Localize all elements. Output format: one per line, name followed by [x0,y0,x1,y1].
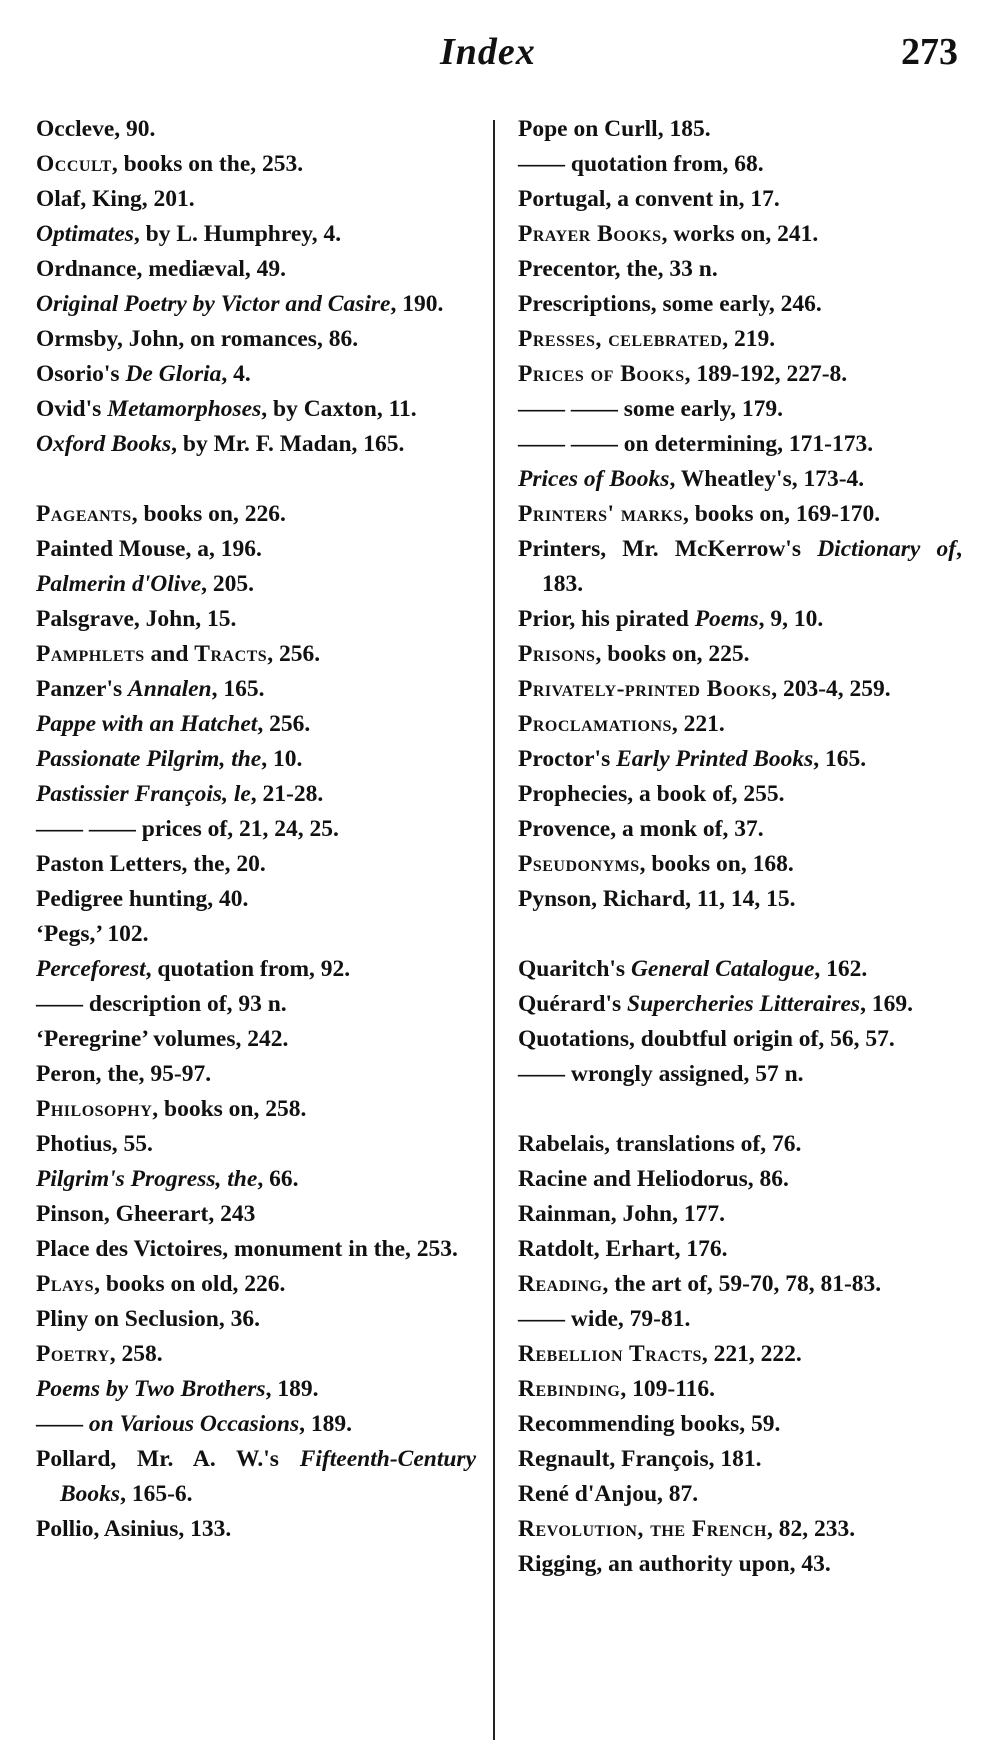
index-entry [36,742,476,777]
entry-text: Provence, a monk of, 37. [518,816,764,842]
page-number: 273 [901,31,958,73]
index-entry [518,1267,962,1302]
entry-text: Place des Victoires, monument in the, 253. [36,1236,458,1262]
entry-text: , by Caxton, 11. [261,396,417,422]
entry-text: Philosophy [36,1096,153,1122]
entry-text: Pseudonyms [518,851,640,877]
index-entry [36,1232,476,1267]
entry-text: , 258. [109,1341,163,1367]
entry-text: —— wide, 79-81. [518,1306,691,1332]
index-entry [36,1407,476,1442]
entry-text: , books on the, 253. [111,151,304,177]
entry-text: Fifteenth-Century Books [60,1446,476,1507]
entry-text: and [144,641,195,667]
index-entry [36,672,476,707]
entry-text: Annalen [128,676,212,702]
entry-text: , 109-116. [620,1376,716,1402]
entry-text: Occleve, 90. [36,116,156,142]
index-entry [518,217,962,252]
entry-text: , 21-28. [250,781,324,807]
section-gap [518,917,962,952]
entry-text: Quaritch's [518,956,631,982]
entry-text: , books on, 169-170. [682,501,881,527]
index-entry [518,847,962,882]
entry-text: , quotation from, 92. [145,956,351,982]
index-entry [518,602,962,637]
entry-text: Palsgrave, John, 15. [36,606,237,632]
entry-text: Pilgrim's Progress, the [36,1166,258,1192]
entry-text: Precentor, the, 33 n. [518,256,718,282]
entry-text: Ratdolt, Erhart, 176. [518,1236,728,1262]
index-entry [36,112,476,147]
index-entry [36,987,476,1022]
entry-text: Recommending books, 59. [518,1411,781,1437]
entry-text: Prayer Books [518,221,662,247]
index-entry [36,1512,476,1547]
entry-text: Optimates [36,221,134,247]
entry-text: René d'Anjou, 87. [518,1481,699,1507]
entry-text: , works on, 241. [661,221,819,247]
entry-text: —— —— some early, 179. [518,396,783,422]
entry-text: Privately-printed Books [518,676,772,702]
entry-text: Rigging, an authority upon, 43. [518,1551,831,1577]
entry-text: Tracts [194,641,268,667]
index-entry [518,392,962,427]
index-entry [518,637,962,672]
entry-text: Pastissier François, le [36,781,251,807]
index-entry [36,812,476,847]
index-entry [36,847,476,882]
entry-text: Prophecies, a book of, 255. [518,781,785,807]
entry-text: Supercheries Litteraires [627,991,861,1017]
index-entry [36,1092,476,1127]
index-entry [36,777,476,812]
entry-text: Poems [694,606,759,632]
entry-text: —— [36,1411,89,1437]
index-entry [518,357,962,392]
index-entry [518,952,962,987]
entry-text: Proclamations [518,711,672,737]
index-entry [36,637,476,672]
entry-text: ‘Pegs,’ 102. [36,921,149,947]
entry-text: , 9, 10. [758,606,824,632]
entry-text: Panzer's [36,676,129,702]
entry-text: , 82, 233. [767,1516,856,1542]
index-entry [518,882,962,917]
index-entry [36,567,476,602]
index-entry [518,1232,962,1267]
entry-text: , books on, 225. [595,641,750,667]
entry-text: Prescriptions, some early, 246. [518,291,822,317]
entry-text: Prices of Books [518,361,685,387]
index-entry [518,462,962,497]
index-entry [518,1127,962,1162]
index-entry [518,1407,962,1442]
entry-text: , 66. [257,1166,299,1192]
index-entry [518,427,962,462]
index-entry [36,427,476,462]
index-entry [518,1302,962,1337]
index-entry [36,1197,476,1232]
entry-text: Pinson, Gheerart, 243 [36,1201,256,1227]
entry-text: Pope on Curll, 185. [518,116,711,142]
entry-text: Original Poetry by Victor and Casire [36,291,391,317]
entry-text: , Wheatley's, 173-4. [669,466,865,492]
entry-text: Quérard's [518,991,628,1017]
entry-text: Plays [36,1271,95,1297]
entry-text: ‘Peregrine’ volumes, 242. [36,1026,289,1052]
entry-text: , 221, 222. [701,1341,802,1367]
index-entry [518,672,962,707]
index-entry [36,917,476,952]
entry-text: , 169. [860,991,913,1017]
index-entry [36,707,476,742]
entry-text: Prior, his pirated [518,606,695,632]
entry-text: Ovid's [36,396,108,422]
entry-text: Prices of Books [518,466,670,492]
entry-text: , by Mr. F. Madan, 165. [171,431,405,457]
index-entry [518,742,962,777]
index-entry [518,812,962,847]
entry-text: Pliny on Seclusion, 36. [36,1306,260,1332]
index-entry [36,532,476,567]
entry-text: , 219. [722,326,776,352]
index-entry [518,1057,962,1092]
entry-text: Occult [36,151,112,177]
index-entry [36,147,476,182]
index-entry [518,1547,962,1582]
entry-text: Poems by Two Brothers [36,1376,266,1402]
index-entry [36,602,476,637]
entry-text: Pedigree hunting, 40. [36,886,249,912]
index-entry [36,357,476,392]
entry-text: , 183. [542,536,962,597]
entry-text: —— wrongly assigned, 57 n. [518,1061,804,1087]
entry-text: Rebellion Tracts [518,1341,702,1367]
index-entry [36,1372,476,1407]
entry-text: Rainman, John, 177. [518,1201,725,1227]
entry-text: Rabelais, translations of, 76. [518,1131,802,1157]
index-entry [518,707,962,742]
index-entry [36,1302,476,1337]
entry-text: on Various Occasions [88,1411,300,1437]
entry-text: Prisons [518,641,596,667]
index-entry [518,1337,962,1372]
entry-text: , books on old, 226. [94,1271,286,1297]
index-entry [518,1162,962,1197]
entry-text: Perceforest [36,956,146,982]
entry-text: —— —— prices of, 21, 24, 25. [36,816,339,842]
entry-text: —— description of, 93 n. [36,991,287,1017]
entry-text: , 221. [671,711,725,737]
entry-text: Regnault, François, 181. [518,1446,762,1472]
index-entry [518,252,962,287]
entry-text: , 190. [390,291,444,317]
entry-text: Ormsby, John, on romances, 86. [36,326,359,352]
index-entry [36,1162,476,1197]
index-entry [36,1127,476,1162]
entry-text: Ordnance, mediæval, 49. [36,256,287,282]
entry-text: Palmerin d'Olive [36,571,202,597]
entry-text: Printers, Mr. McKerrow's [518,536,818,562]
entry-text: , 10. [261,746,303,772]
entry-text: Racine and Heliodorus, 86. [518,1166,789,1192]
index-entry [518,1022,962,1057]
section-gap [36,462,476,497]
entry-text: Pageants [36,501,132,527]
entry-text: De Gloria [125,361,222,387]
entry-text: Osorio's [36,361,126,387]
index-entry [36,882,476,917]
index-entry [36,252,476,287]
index-entry [36,952,476,987]
index-column-right [518,112,962,1582]
entry-text: , 189. [265,1376,319,1402]
index-entry [36,1337,476,1372]
index-entry [518,1442,962,1477]
entry-text: , books on, 226. [131,501,286,527]
entry-text: , 256. [267,641,321,667]
entry-text: , 203-4, 259. [771,676,891,702]
entry-text: , 205. [201,571,255,597]
entry-text: Revolution, the French [518,1516,767,1542]
index-entry [518,1512,962,1547]
entry-text: Portugal, a convent in, 17. [518,186,780,212]
index-entry [518,1197,962,1232]
index-entry [36,1442,476,1512]
entry-text: Olaf, King, 201. [36,186,195,212]
index-entry [36,1267,476,1302]
index-entry [36,392,476,427]
entry-text: Rebinding [518,1376,621,1402]
index-entry [518,497,962,532]
entry-text: , books on, 258. [152,1096,307,1122]
index-entry [518,777,962,812]
entry-text: Pollard, Mr. A. W.'s [36,1446,300,1472]
entry-text: , 165-6. [120,1481,193,1507]
entry-text: Reading [518,1271,603,1297]
entry-text: , the art of, 59-70, 78, 81-83. [602,1271,882,1297]
index-entry [518,322,962,357]
entry-text: Oxford Books [36,431,172,457]
entry-text: Pamphlets [36,641,145,667]
entry-text: Early Printed Books [616,746,814,772]
index-entry [518,112,962,147]
entry-text: —— quotation from, 68. [518,151,764,177]
entry-text: Photius, 55. [36,1131,153,1157]
entry-text: Poetry [36,1341,110,1367]
index-column-left [36,112,476,1547]
entry-text: , 162. [814,956,868,982]
entry-text: Quotations, doubtful origin of, 56, 57. [518,1026,895,1052]
entry-text: Peron, the, 95-97. [36,1061,212,1087]
entry-text: Metamorphoses [107,396,262,422]
entry-text: General Catalogue [630,956,815,982]
index-entry [518,1372,962,1407]
index-entry [36,1057,476,1092]
entry-text: , 189-192, 227-8. [684,361,848,387]
index-entry [518,987,962,1022]
entry-text: Paston Letters, the, 20. [36,851,266,877]
entry-text: Presses, celebrated [518,326,723,352]
entry-text: Painted Mouse, a, 196. [36,536,262,562]
index-entry [36,217,476,252]
index-entry [518,287,962,322]
entry-text: Pynson, Richard, 11, 14, 15. [518,886,796,912]
entry-text: Pappe with an Hatchet [36,711,258,737]
index-entry [36,322,476,357]
index-entry [36,287,476,322]
entry-text: , 256. [257,711,311,737]
index-entry [518,532,962,602]
entry-text: Proctor's [518,746,617,772]
index-entry [36,497,476,532]
entry-text: Dictionary of [817,536,957,562]
entry-text: Passionate Pilgrim, the [36,746,262,772]
entry-text: , by L. Humphrey, 4. [133,221,342,247]
entry-text: —— —— on determining, 171-173. [518,431,874,457]
entry-text: , books on, 168. [639,851,794,877]
entry-text: , 165. [813,746,867,772]
entry-text: Printers' marks [518,501,683,527]
entry-text: , 4. [221,361,251,387]
section-gap [518,1092,962,1127]
column-divider [493,120,495,1740]
entry-text: , 165. [211,676,265,702]
entry-text: , 189. [299,1411,352,1437]
page-header [0,28,1000,88]
index-entry [518,1477,962,1512]
index-entry [518,182,962,217]
index-entry [518,147,962,182]
index-entry [36,182,476,217]
entry-text: Pollio, Asinius, 133. [36,1516,232,1542]
index-entry [36,1022,476,1057]
page-title: Index [440,31,536,73]
